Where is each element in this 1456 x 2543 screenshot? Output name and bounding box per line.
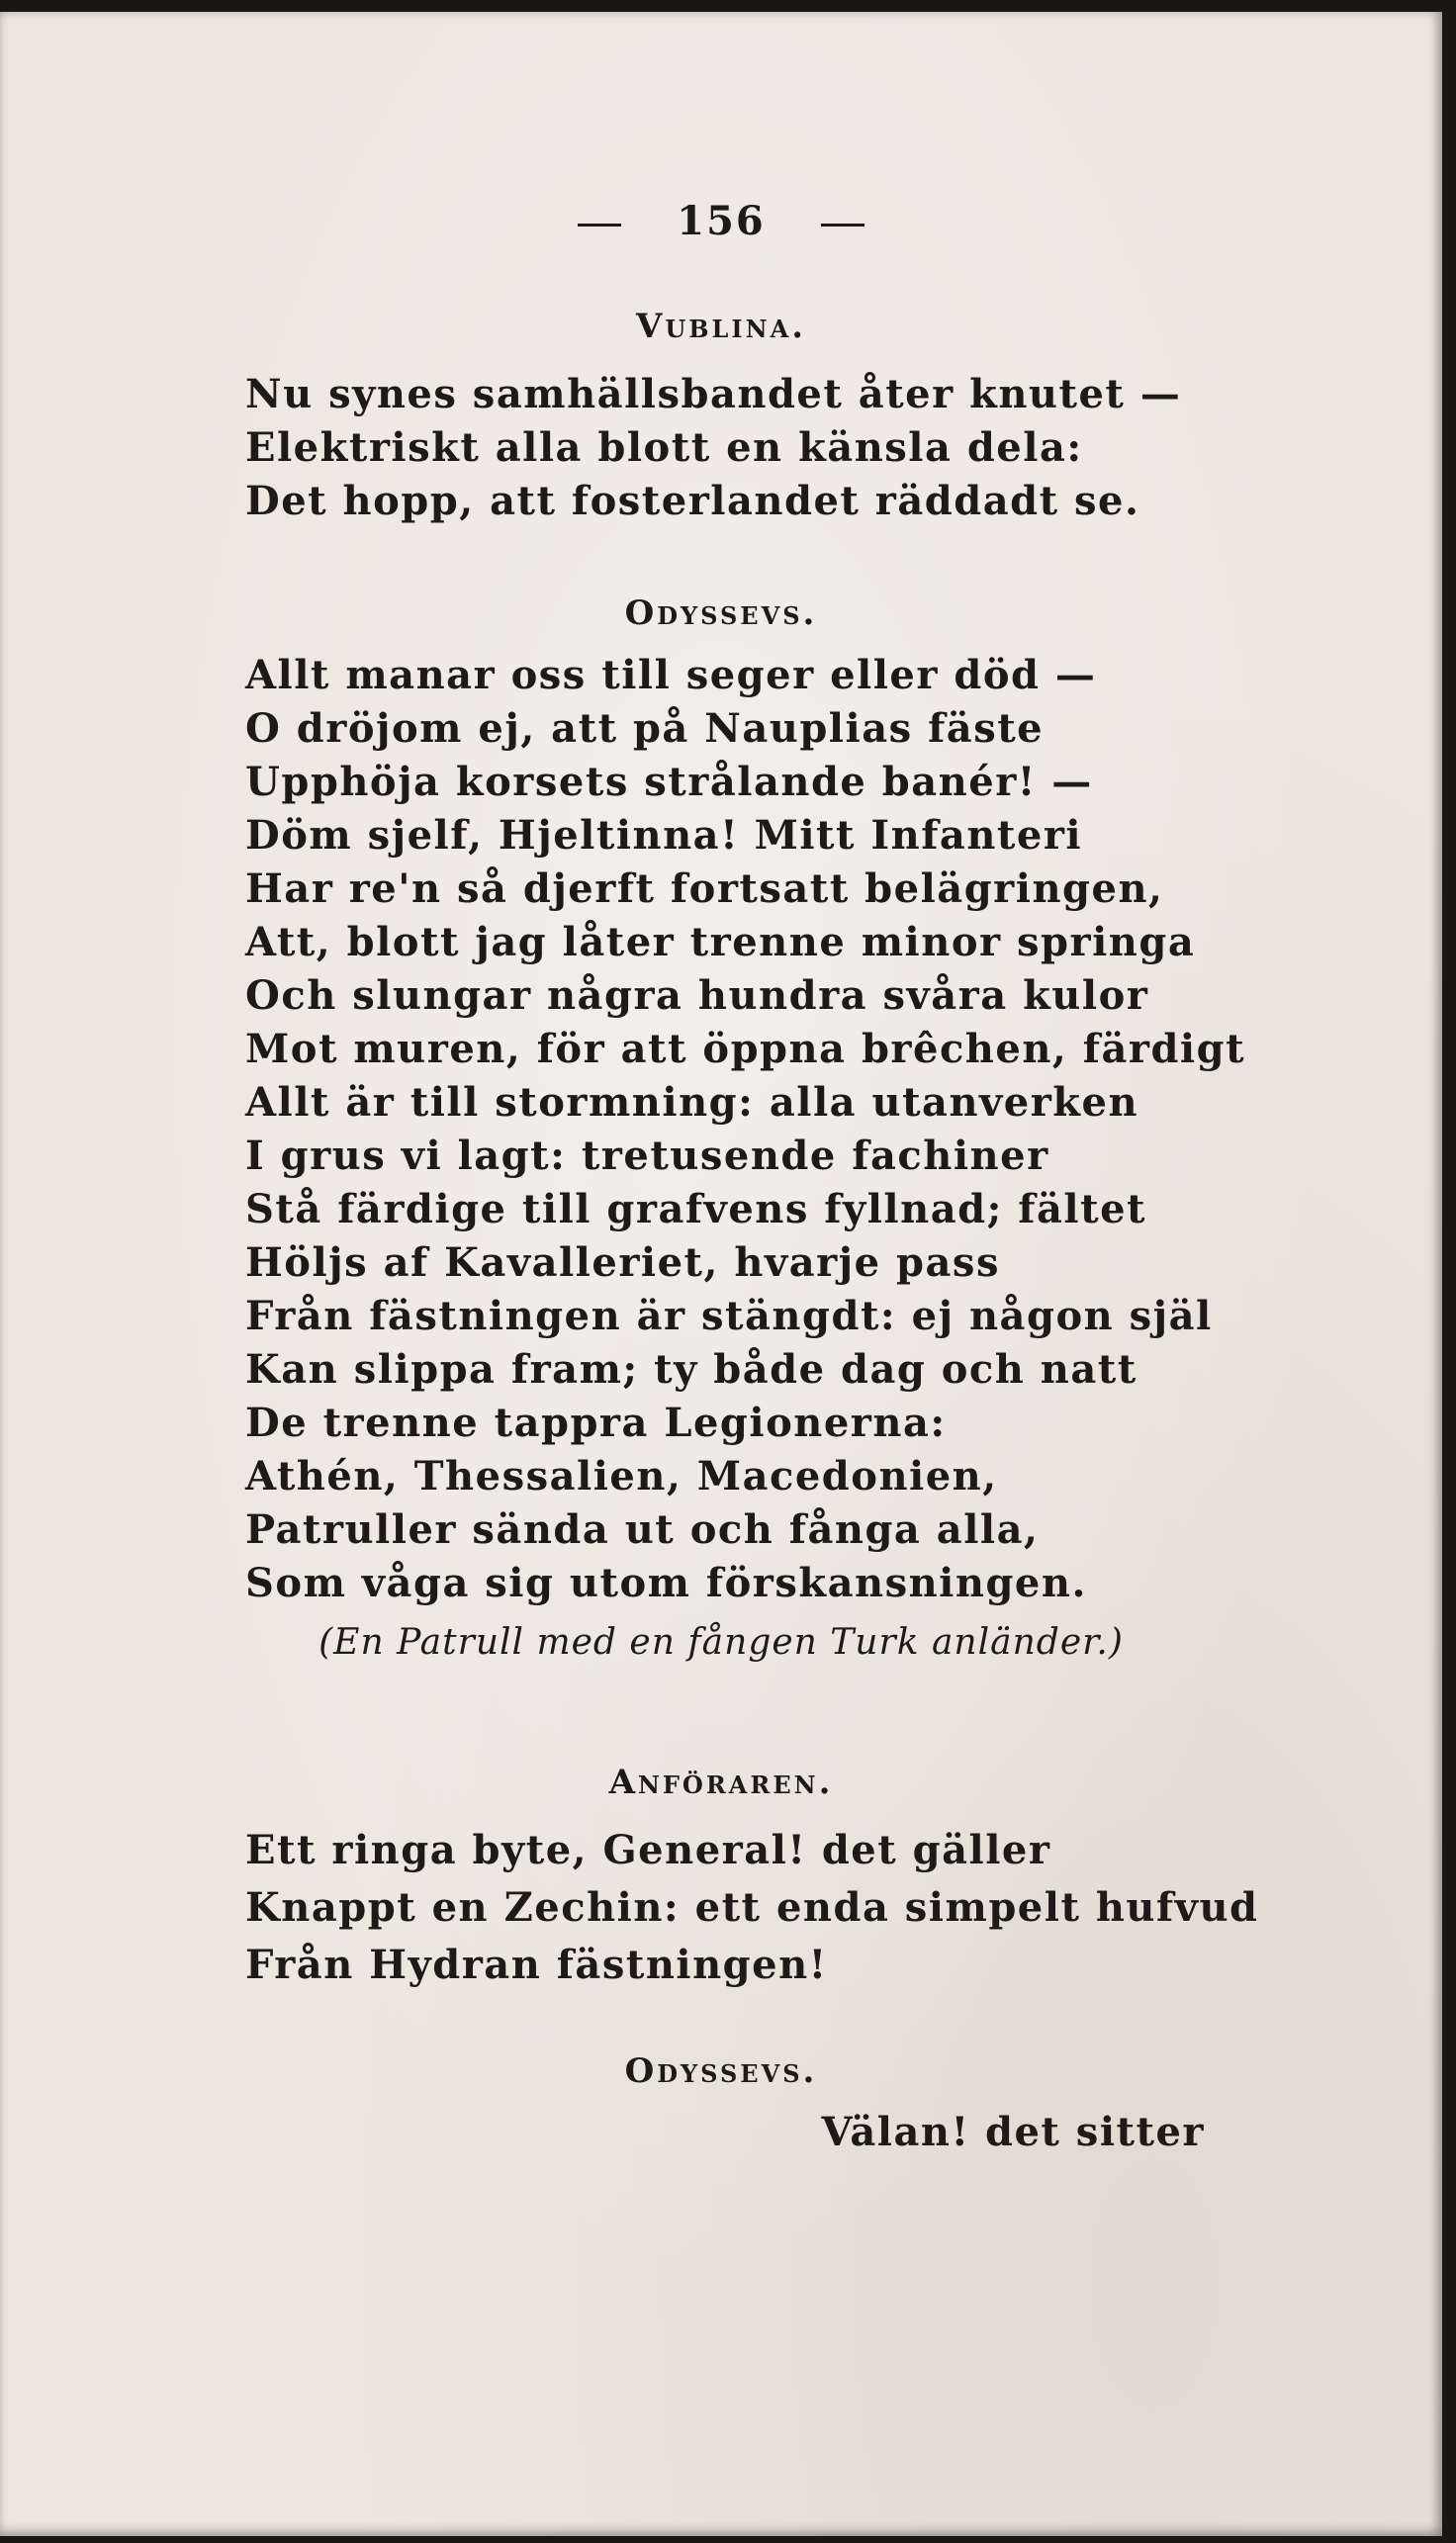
page-header (0, 198, 1442, 253)
book-page (0, 12, 1442, 2536)
verse-line: Mot muren, för att öppna brêchen, färdigt (245, 1026, 1246, 1072)
verse-line: Nu synes samhällsbandet åter knutet — (245, 371, 1182, 417)
verse-line: Athén, Thessalien, Macedonien, (245, 1453, 998, 1499)
verse-line: Allt är till stormning: alla utanverken (245, 1079, 1139, 1126)
verse-line: Från fästningen är stängdt: ej någon själ (245, 1293, 1213, 1339)
verse-line: Patruller sända ut och fånga alla, (245, 1506, 1040, 1553)
verse-line: Att, blott jag låter trenne minor springa (245, 919, 1196, 965)
verse-line: Från Hydran fästningen! (245, 1942, 828, 1988)
verse-line-continued: Välan! det sitter (821, 2109, 1205, 2155)
verse-line: Knappt en Zechin: ett enda simpelt hufvud (245, 1884, 1259, 1931)
verse-line: Höljs af Kavalleriet, hvarje pass (245, 1239, 1000, 1286)
verse-line: Elektriskt alla blott en känsla dela: (245, 424, 1083, 471)
stage-direction: (En Patrull med en fången Turk anländer.) (318, 1622, 1124, 1663)
verse-line: Som våga sig utom förskansningen. (245, 1560, 1087, 1606)
verse-line: O dröjom ej, att på Nauplias fäste (245, 705, 1045, 752)
verse-line: Döm sjelf, Hjeltinna! Mitt Infanteri (245, 812, 1083, 859)
verse-line: Det hopp, att fosterlandet räddadt se. (245, 478, 1140, 524)
verse-line: I grus vi lagt: tretusende fachiner (245, 1133, 1049, 1179)
verse-line: De trenne tappra Legionerna: (245, 1400, 947, 1446)
verse-line: Har re'n så djerft fortsatt belägringen, (245, 865, 1164, 912)
verse-line: Upphöja korsets strålande banér! — (245, 759, 1093, 805)
header-dash-left (578, 224, 621, 227)
verse-line: Och slungar några hundra svåra kulor (245, 972, 1149, 1019)
speaker-name: Anföraren. (608, 1763, 834, 1802)
speaker-name: Odyssevs. (624, 593, 818, 633)
verse-line: Kan slippa fram; ty både dag och natt (245, 1346, 1138, 1393)
verse-line: Ett ringa byte, General! det gäller (245, 1827, 1051, 1873)
page-number: 156 (677, 198, 766, 244)
verse-line: Allt manar oss till seger eller död — (245, 652, 1097, 698)
speaker-name: Odyssevs. (624, 2051, 818, 2091)
verse-line: Stå färdige till grafvens fyllnad; fältet (245, 1186, 1147, 1232)
speaker-name: Vublina. (635, 307, 807, 346)
header-dash-right (821, 224, 864, 227)
